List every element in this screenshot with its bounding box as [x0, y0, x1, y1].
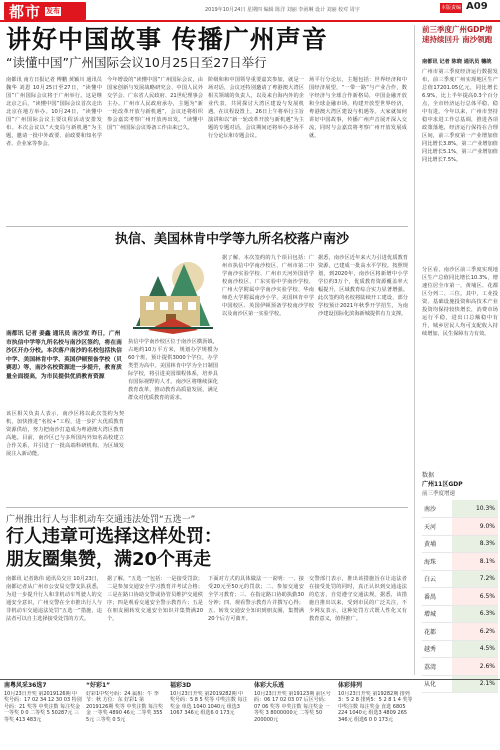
table-row	[422, 623, 498, 641]
header-divider	[0, 20, 500, 22]
bottom-story-col1: 南都讯 记者陈伟 通讯员交宣 10月23日，南都记者从广州市公安局交警支队获悉，为进一步提升行人和非机动车驾驶人的交通安全意识，广州交警在全市推出行人与非机动车交通违法处罚“五选一”措施，违法者可以自主选择接受处罚的方式。	[6, 576, 102, 622]
lottery-text: 好彩1中奖号码：24 属相：牛 季节：秋 方位：东 好彩1 第2019126期 奖等 中奖注数 每注奖金 一等奖 4890 46元 二等奖 355 5元 三等奖 0 5元	[86, 690, 164, 723]
lottery-text: 10月23日开奖 第19123期 前区号码：06 17 02 03 07 后区号码：07 06 奖等 中奖注数 每注奖金 一等奖 3 8000000元 二等奖 50 200000元	[254, 690, 331, 723]
section-divider-2	[6, 507, 408, 508]
section-divider	[6, 226, 408, 227]
footer-divider	[0, 679, 500, 680]
district-name: 海珠	[422, 553, 452, 571]
district-name: 花都	[422, 623, 452, 641]
column-divider	[414, 25, 415, 675]
gdp-data-box	[422, 470, 498, 693]
district-name: 增城	[422, 605, 452, 623]
page-number: A09	[466, 1, 488, 12]
table-row	[422, 500, 498, 518]
section-logo	[4, 2, 86, 20]
middle-story-col4: 该区相关负责人表示，南沙区将以此次签约为契机，加快推进“名校+”工程，进一步扩大优质教育资源供给，努力把南沙打造成为粤港澳大湾区教育高地。目前，南沙区已与多所国内外知名高校建立合作关系，并引进了一批高端科研机构，为区域发展注入新动能。	[6, 411, 124, 457]
lottery-title: 福彩3D	[170, 682, 192, 689]
lottery-title: “好彩1”	[86, 682, 111, 689]
lottery-title: 体彩排列	[338, 682, 363, 689]
page-flag: 本版责编	[440, 5, 461, 11]
bottom-story-col4: 交警部门表示，推出该措施旨在让违法者在接受处罚的同时，真正认识到交通违法的危害，自觉遵守交通法规。据悉，该措施自推出以来，受到市民的广泛关注，不少网友表示，这种处罚方式既人性化又有教育意义，值得推广。	[309, 576, 407, 622]
logo-tag: 发布	[46, 6, 61, 15]
bottom-kicker: 广州推出行人与非机动车交通违法处罚“五选一”	[6, 515, 196, 525]
top-story-col2: 今年增设的“读懂中国”广州国际会议，由国家创新与发展战略研究会、中国人民外交学会、广东省人民政府、21世纪理事会主办。广州市人民政府承办，主题为“新一轮改革开放与新机遇”，会议还将组织参会嘉宾考察广州开放再出发。“读懂中国”广州国际会议筹备工作由来已久。	[107, 77, 203, 131]
data-label: 数据	[422, 472, 435, 479]
top-story-col3: 阶级和和中国领导重要嘉宾参加，就是一场对话，会议还特别邀请了粤港澳大湾区相关领域的负责人，以及来自海内外的企业代表，共同探讨大湾区建设与发展机遇。在议程设置上，26日上午将举行主旨演讲和以“新一轮改革开放与新机遇”为主题的专题对话，会议期间还将举办多场平行分论坛和专题会议。	[208, 77, 304, 139]
table-row	[422, 675, 498, 693]
growth-value: 6.5%	[452, 588, 498, 606]
lottery-block-5	[338, 683, 416, 749]
top-story-col4: 场平行分论坛，主题包括：世界经济和中国经济展望，“一带一路”与产业合作，数字经济与全球合作新格局，中国金融开放和全球金融市场，构建开放型世界经济，粤港澳大湾区建设与机遇等。大家就如何讲好中国故事，传播广州声音展开深入交流，同时与会嘉宾将考察广州开放发展成就。	[309, 77, 407, 139]
growth-value: 10.3%	[452, 500, 498, 518]
table-row	[422, 588, 498, 606]
lottery-block-3	[170, 683, 248, 749]
growth-value: 2.6%	[452, 658, 498, 676]
lottery-title: 体彩大乐透	[254, 682, 285, 689]
lottery-text: 10月23日开奖 第2019126期 中奖号码：17 02 34 12 30 03 特别号码：21 奖等 中奖注数 每注奖金 一等奖 0 0 二等奖 5 50287元 三等奖 413 483元	[4, 690, 82, 723]
growth-value: 8.1%	[452, 553, 498, 571]
district-name: 荔湾	[422, 658, 452, 676]
district-name: 南沙	[422, 500, 452, 518]
top-subhead: “读懂中国”广州国际会议10月25日至27日举行	[6, 55, 267, 70]
district-name: 番禺	[422, 588, 452, 606]
table-row	[422, 640, 498, 658]
district-name: 天河	[422, 518, 452, 536]
growth-value: 6.3%	[452, 605, 498, 623]
lottery-title: 南粤风采36选7	[4, 682, 47, 689]
table-row	[422, 570, 498, 588]
top-story-col1: 南都讯 南方日报记者 傅鹏 黄颖川 通讯员魏华 刘恩 10月25日至27日，“读懂中国”广州国际会议将于广州举行。这是继北京之后，“读懂中国”国际会议首次走出北京在地方举办。10月24日，“读懂中国”广州国际会议主要议程活动安排发布。本次会议以“大变局与新机遇”为主题，邀请一批中外政要、前政要和知名学者、企业家等参会。	[6, 77, 102, 147]
middle-story-col2: 据悉，南沙区近年来大力引进优质教育资源，已建成一批高水平学校。按照规划，到2020年，南沙区将新增中小学学位约3万个，优质教育资源覆盖率大幅提升，区域教育综合实力显著增强。此次签约的名校将陆续开工建设，部分学校预计2021年秋季开学招生，为南沙建设国际化滨海新城提供有力支撑。	[318, 255, 408, 317]
table-row	[422, 605, 498, 623]
data-subtitle: 前三季度增速	[422, 491, 456, 497]
lottery-block-4	[254, 683, 332, 749]
growth-value: 8.3%	[452, 535, 498, 553]
logo-text: 都市	[9, 2, 42, 21]
middle-story-col1: 据了解，本次签约的九个项目包括：广州市执信中学南沙校区、广州市第二中学南沙实验学校、广州市天河外国语学校南沙校区、广东实验中学南沙学校、广州大学附属中学南沙实验学校、华南师范大学附属南沙小学、美国林肯中学中国校区、英国伊顿预备学校南沙学校以及南沙区第一实验学校。	[222, 255, 314, 317]
bottom-headline-line1: 行人违章可选择这样处罚：	[6, 526, 222, 547]
lottery-block-2	[86, 683, 164, 749]
bottom-story-col3: 下面对方式的具体做法一一说明：一、接受20元至50元的罚款；二、参加交通安全学习教育；三、在指定路口协助执勤30分钟；四、观看警示教育片并撰写心得；五、转发交通安全知识到朋友圈，集赞满20个后方可离开。	[208, 576, 304, 622]
lottery-block-1	[4, 683, 82, 749]
middle-headline: 执信、美国林肯中学等九所名校落户南沙	[115, 232, 350, 247]
middle-lead: 南都讯 记者 姜鑫 通讯员 南沙宣 昨日，广州市执信中学等九所名校与南沙区签约，将在南沙区开办分校。本次落户南沙的名校包括执信中学、美国林肯中学、英国伊顿预备学校（贝赛思）等，南沙名校资源进一步提升，教育质量全面提高，为市民提供优质教育资源	[6, 331, 122, 380]
data-title: 广州11区GDP	[422, 481, 463, 488]
table-row	[422, 553, 498, 571]
table-row	[422, 535, 498, 553]
school-illustration	[128, 256, 218, 334]
table-row	[422, 658, 498, 676]
side-story-col2: 分区看，南沙区前三季度实现地区生产总值同比增长10.3%，增速位居全市第一，黄埔区、花都区分列二、三位。其中，工业投资、基础设施投资和高技术产业投资均保持较快增长，消费市场运行平稳，进出口总额稳中有升，城乡居民人均可支配收入持续增加，民生保障有力有效。	[422, 267, 498, 337]
district-name: 黄埔	[422, 535, 452, 553]
district-name: 从化	[422, 675, 452, 693]
top-headline: 讲好中国故事 传播广州声音	[6, 25, 328, 54]
side-headline: 前三季度广州GDP增速持续回升 南沙领跑	[422, 25, 493, 44]
lottery-text: 10月23日开奖 第19282期 排列3：5 2 8 排列5：5 2 8 1 4 奖等 中奖注数 每注奖金 直选 6805 224 1040元 组选3 4809 265 346元 组选6 0 0 173元	[338, 690, 413, 723]
side-story-col1: 广州市第三季度经济运行数据发布，前三季度广州实现地区生产总值17201.05亿元，同比增长6.9%，比上半年提高0.3个百分点，全市经济运行总体平稳、稳中有进。今年以来，广州市坚持稳中求进工作总基调，推进各项政策落地，经济运行保持在合理区间，前三季度第一产业增加值同比增长3.8%，第二产业增加值同比增长5.1%，第三产业增加值同比增长7.5%。	[422, 69, 498, 163]
table-row	[422, 518, 498, 536]
side-byline: 南都讯 记者 陈晓 通讯员 穗统	[422, 59, 492, 65]
growth-value: 6.2%	[452, 623, 498, 641]
middle-story-col3: 执信中学南沙校区位于南沙区横沥镇，占地约10万平方米，规划办学规模为60个班，预计提供3000个学位，办学类型为高中。美国林肯中学为全日制国际学校，将引进美国课程体系，培养具有国际视野的人才。南沙区将继续深化教育改革，推动教育高质量发展，满足群众对优质教育的需求。	[128, 339, 218, 401]
bottom-headline-line2: 朋友圈集赞，满20个再走	[6, 549, 212, 570]
bottom-story-col2: 据了解，“五选一”包括：一是接受罚款；二是参加交通安全学习教育并考试合格；三是在路口协助交警或协管员维护交通秩序；四是观看交通安全警示教育片；五是在朋友圈转发交通安全知识并集赞满20个。	[107, 576, 203, 622]
masthead	[0, 0, 500, 22]
lottery-text: 10月23日开奖 第2019282期 中奖号码：5 8 5 奖等 中奖注数 每注奖金 单选 1040 1040元 组选3 1067 346元 组选6 0 173元	[170, 690, 248, 716]
district-name: 白云	[422, 570, 452, 588]
growth-value: 4.5%	[452, 640, 498, 658]
district-name: 越秀	[422, 640, 452, 658]
issue-line: 2019年10月24日 星期四 编辑 陈洋 刘丽 李函琳 设计 刘丽 校对 周宇	[205, 7, 360, 13]
growth-value: 9.0%	[452, 518, 498, 536]
growth-value: 7.2%	[452, 570, 498, 588]
growth-value: 2.1%	[452, 675, 498, 693]
gdp-table	[422, 500, 498, 693]
